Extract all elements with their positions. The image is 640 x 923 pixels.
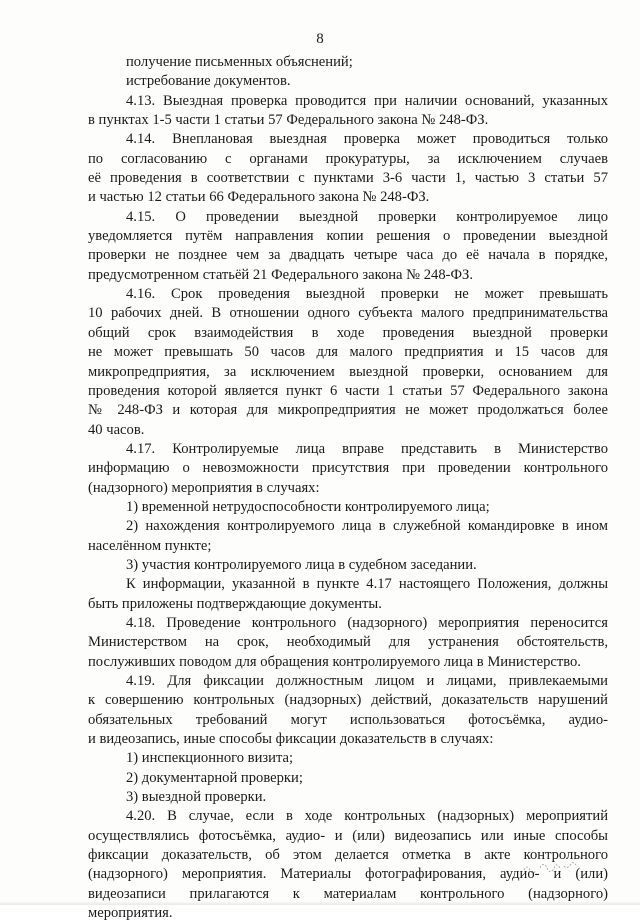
text-line: видеозаписи прилагаются к материалам контрольного (надзорного) <box>88 885 608 902</box>
text-line: 4.15. О проведении выездной проверки контролируемое лицо <box>126 208 608 225</box>
text-line: не может превышать 50 часов для малого предприятия и 15 часов для <box>88 344 608 361</box>
text-line: К информации, указанной в пункте 4.17 настоящего Положения, должны <box>126 576 608 593</box>
text-line: 4.20. В случае, если в ходе контрольных (надзорных) мероприятий <box>126 808 608 825</box>
text-line: (надзорного) мероприятия. Материалы фотографирования, аудио- и (или) <box>88 866 608 883</box>
text-line: 4.18. Проведение контрольного (надзорного) мероприятия переносится <box>126 614 608 631</box>
text-line: информацию о невозможности присутствия при проведении контрольного <box>88 460 608 477</box>
text-line: населённом пункте; <box>88 537 212 554</box>
text-line: общий срок взаимодействия в ходе проведения выездной проверки <box>88 324 608 341</box>
text-line: предусмотренном статьёй 21 Федерального закона № 248-ФЗ. <box>88 266 473 283</box>
text-line: фиксации доказательств, об этом делается отметка в акте контрольного <box>88 847 608 864</box>
text-line: в пунктах 1-5 части 1 статьи 57 Федерального закона № 248-ФЗ. <box>88 112 489 129</box>
initials-mark <box>520 856 580 878</box>
text-line: 3) выездной проверки. <box>126 789 267 806</box>
text-line: её проведения в соответствии с пунктами 3-6 части 1, частью 3 статьи 57 <box>88 170 608 187</box>
text-line: 3) участия контролируемого лица в судебном заседании. <box>126 556 477 573</box>
text-line: уведомляется путём направления копии решения о проведении выездной <box>88 228 608 245</box>
text-line: 10 рабочих дней. В отношении одного субъекта малого предпринимательства <box>88 305 608 322</box>
text-line: № 248-ФЗ и которая для микропредприятия не может продолжаться более <box>88 402 608 419</box>
text-line: микропредприятия, за исключением выездной проверки, основанием для <box>88 363 608 380</box>
text-line: быть приложены подтверждающие документы. <box>88 595 382 612</box>
text-line: мероприятия. <box>88 905 173 922</box>
text-line: осуществлялись фотосъёмка, аудио- и (или) видеозапись или иные способы <box>88 827 608 844</box>
text-line: 2) документарной проверки; <box>126 769 303 786</box>
text-line: (надзорного) мероприятия в случаях: <box>88 479 320 496</box>
text-line: 4.16. Срок проведения выездной проверки не может превышать <box>126 286 608 303</box>
text-line: по согласованию с органами прокуратуры, за исключением случаев <box>88 150 608 167</box>
text-line: 1) инспекционного визита; <box>126 750 294 767</box>
text-line: обязательных требований могут использоваться фотосъёмка, аудио- <box>88 711 608 728</box>
text-line: получение письменных объяснений; <box>126 54 353 70</box>
text-line: проведения которой является пункт 6 части 1 статьи 57 Федерального закона <box>88 382 608 399</box>
text-line: проверки не позднее чем за двадцать четыре часа до её начала в порядке, <box>88 247 608 264</box>
text-line: 1) временной нетрудоспособности контролируемого лица; <box>126 498 490 515</box>
text-line: Министерством на срок, необходимый для устранения обстоятельств, <box>88 634 608 651</box>
text-line: и видеозапись, иные способы фиксации доказательств в случаях: <box>88 731 494 748</box>
text-line: 2) нахождения контролируемого лица в служебной командировке в ином <box>126 518 608 535</box>
text-line: 4.14. Внеплановая выездная проверка может проводиться только <box>126 131 608 148</box>
text-line: послуживших поводом для обращения контролируемого лица в Министерство. <box>88 653 581 670</box>
text-line: 4.17. Контролируемые лица вправе представить в Министерство <box>126 440 608 457</box>
text-line: 4.19. Для фиксации должностным лицом и лицами, привлекаемыми <box>126 673 608 689</box>
document-body <box>88 53 608 923</box>
page-number: 8 <box>316 31 324 47</box>
text-line: 40 часов. <box>88 421 145 438</box>
text-line: истребование документов. <box>126 73 291 90</box>
text-line: 4.13. Выездная проверка проводится при наличии оснований, указанных <box>126 92 608 109</box>
text-line: и частью 12 статьи 66 Федерального закона № 248-ФЗ. <box>88 189 430 206</box>
text-line: к совершению контрольных (надзорных) действий, доказательств нарушений <box>88 692 608 709</box>
